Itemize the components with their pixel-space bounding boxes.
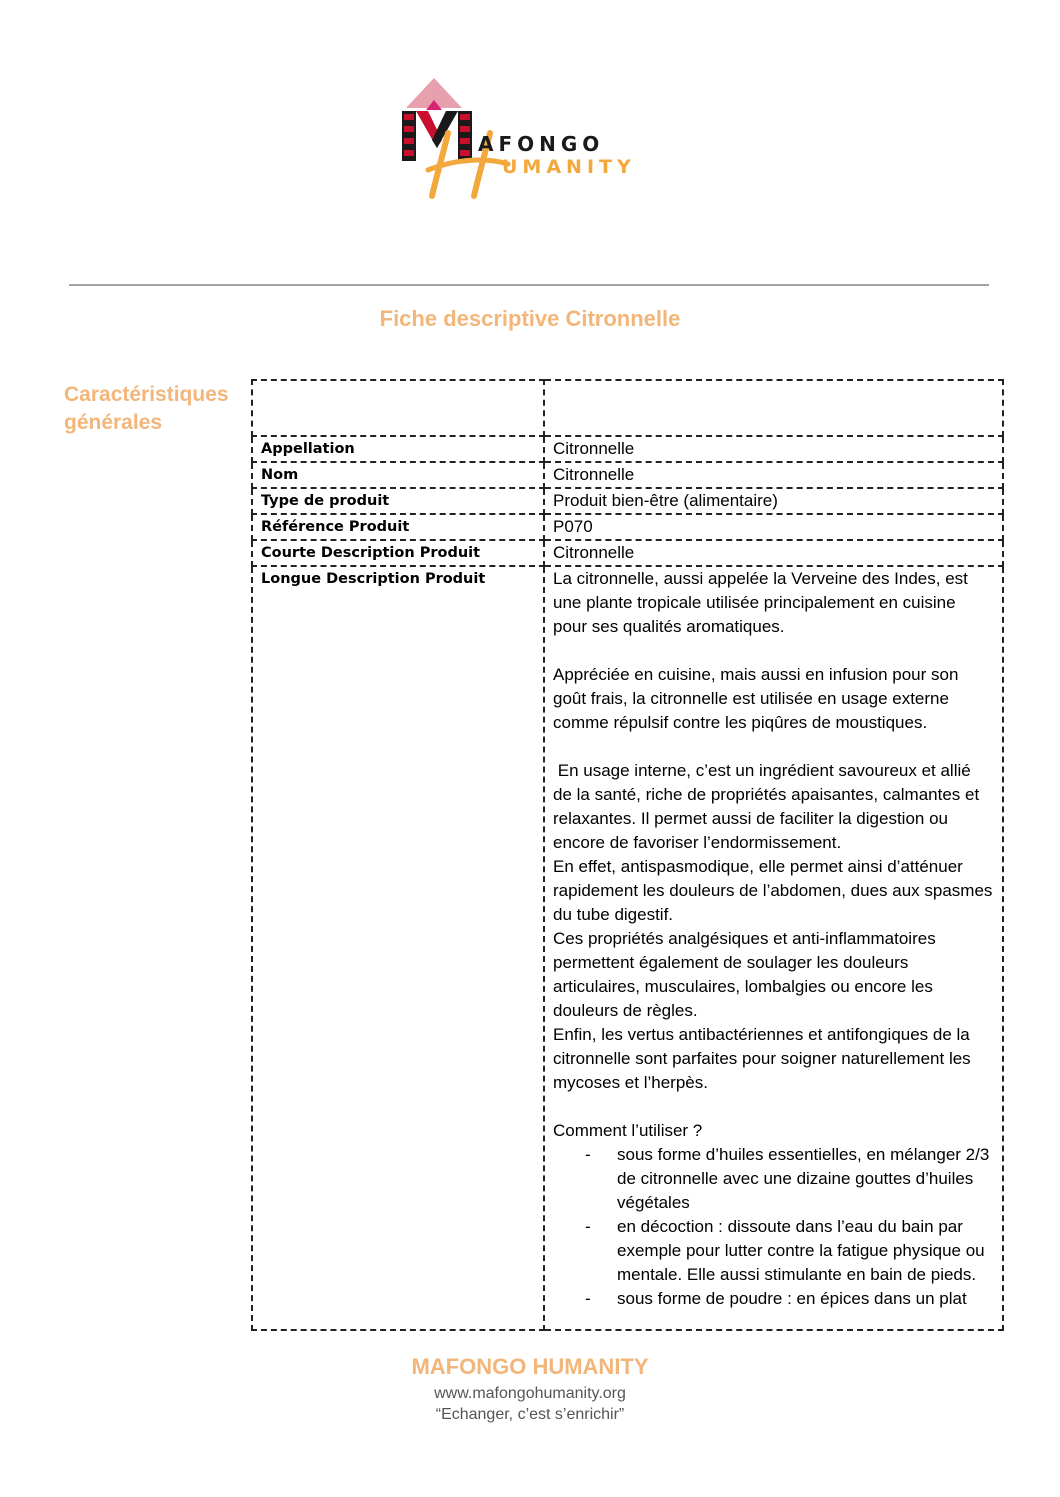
row-key: Courte Description Produit [252,540,544,566]
row-key: Longue Description Produit [252,566,544,1330]
row-value: Citronnelle [544,436,1003,462]
dash-bullet: - [585,1289,591,1308]
table-row [252,462,1003,488]
header-cell-right [544,380,1003,436]
list-item [553,1215,994,1287]
table-row-long-description [252,566,1003,1330]
section-label: Caractéristiques générales [64,383,229,434]
row-value: P070 [544,514,1003,540]
row-key: Nom [252,462,544,488]
row-key: Référence Produit [252,514,544,540]
footer-url: www.mafongohumanity.org [434,1385,626,1402]
table-row [252,488,1003,514]
list-item [553,1287,994,1311]
list-item-text: sous forme d’huiles essentielles, en mélanger 2/3 de citronnelle avec une dizaine gouttes d’huiles végétales [617,1145,990,1212]
row-value: Citronnelle [544,540,1003,566]
product-info-table [251,379,1004,1331]
table-row [252,514,1003,540]
list-item-text: sous forme de poudre : en épices dans un plat [617,1289,967,1308]
description-paragraph: En effet, antispasmodique, elle permet ainsi d’atténuer rapidement les douleurs de l’abdomen, dues aux spasmes du tube digestif. [553,857,993,924]
table-row [252,436,1003,462]
dash-bullet: - [585,1145,591,1164]
usage-heading: Comment l’utiliser ? [553,1121,703,1140]
footer-brand: MAFONGO HUMANITY [411,1354,649,1379]
dash-bullet: - [585,1217,591,1236]
logo-line2: UMANITY [502,156,636,178]
long-description-cell [544,566,1003,1330]
description-paragraph: Enfin, les vertus antibactériennes et antifongiques de la citronnelle sont parfaites pour soigner naturellement les mycoses et l’herpès. [553,1025,971,1092]
list-item [553,1143,994,1215]
list-item-text: en décoction : dissoute dans l’eau du bain par exemple pour lutter contre la fatigue physique ou mentale. Elle aussi stimulante en bain de pieds. [617,1217,985,1284]
usage-list [553,1143,994,1311]
row-value: Citronnelle [544,462,1003,488]
header-cell-left [252,380,544,436]
row-value: Produit bien-être (alimentaire) [544,488,1003,514]
description-paragraph: Ces propriétés analgésiques et anti-inflammatoires permettent également de soulager les douleurs articulaires, musculaires, lombalgies ou encore les douleurs de règles. [553,929,936,1020]
description-paragraph: La citronnelle, aussi appelée la Verveine des Indes, est une plante tropicale utilisée principalement en cuisine pour ses qualités aromatiques. [553,569,968,636]
header-divider [69,284,989,286]
row-key: Appellation [252,436,544,462]
footer-tagline: “Echanger, c’est s’enrichir” [435,1406,625,1423]
logo-line1: AFONGO [478,132,605,156]
page-title: Fiche descriptive Citronnelle [379,306,681,331]
row-key: Type de produit [252,488,544,514]
description-paragraph: En usage interne, c’est un ingrédient savoureux et allié de la santé, riche de propriétés apaisantes, calmantes et relaxantes. Il permet aussi de faciliter la digestion ou encore de favoriser l’endormissement. [553,761,984,852]
mafongo-humanity-logo [398,78,650,203]
table-header-row [252,380,1003,436]
description-paragraph: Appréciée en cuisine, mais aussi en infusion pour son goût frais, la citronnelle est utilisée en usage externe comme répulsif contre les piqûres de moustiques. [553,665,959,732]
table-row [252,540,1003,566]
